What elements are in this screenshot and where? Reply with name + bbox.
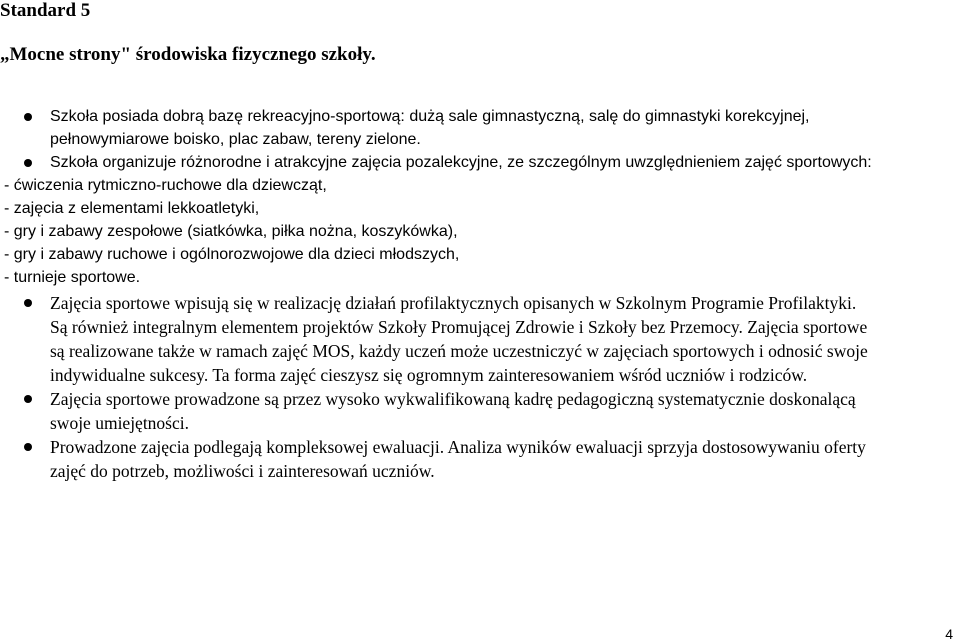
list-item-text: Zajęcia sportowe wpisują się w realizację działań profilaktycznych opisanych w Szkolnym Programie Profilaktyki. Są również integralnym elementem projektów Szkoły Promującej Zdrowie i Szkoły bez Przemocy. Zajęcia sportowe są realizowane także w ramach zajęć MOS, każdy uczeń może uczestniczyć w zajęciach sportowych i odnosić swoje indywidualne sukcesy. Ta forma zajęć cieszysz się ogromnym zainteresowaniem wśród uczniów i rodziców.: [50, 293, 868, 385]
list-item: [0, 291, 959, 387]
section-subtitle: „Mocne strony" środowiska fizycznego szkoły.: [0, 44, 376, 65]
list-item: [0, 105, 959, 151]
list-item: [0, 151, 959, 174]
bullet-icon: [24, 113, 32, 121]
bullet-icon: [24, 299, 32, 307]
document-body: [0, 105, 959, 483]
bullet-icon: [24, 159, 32, 167]
bullet-icon: [24, 443, 32, 451]
page-title: Standard 5: [0, 0, 91, 21]
activity-dash-list: - ćwiczenia rytmiczno-ruchowe dla dziewcząt, - zajęcia z elementami lekkoatletyki, - gry i zabawy zespołowe (siatkówka, piłka nożna, koszykówka), - gry i zabawy ruchowe i ogólnorozwojowe dla dzieci młodszych, - turnieje sportowe.: [4, 177, 460, 286]
list-item: [0, 435, 959, 483]
bullet-icon: [24, 395, 32, 403]
list-item-text: Zajęcia sportowe prowadzone są przez wysoko wykwalifikowaną kadrę pedagogiczną systematycznie doskonalącą swoje umiejętności.: [50, 389, 856, 433]
list-item: [0, 387, 959, 435]
page-number: 4: [945, 626, 953, 642]
list-item-text: Prowadzone zajęcia podlegają kompleksowej ewaluacji. Analiza wyników ewaluacji sprzyja dostosowywaniu oferty zajęć do potrzeb, możliwości i zainteresowań uczniów.: [50, 437, 866, 481]
list-item-text: Szkoła organizuje różnorodne i atrakcyjne zajęcia pozalekcyjne, ze szczególnym uwzględnieniem zajęć sportowych:: [50, 154, 872, 171]
list-item-text: Szkoła posiada dobrą bazę rekreacyjno-sportową: dużą sale gimnastyczną, salę do gimnastyki korekcyjnej, pełnowymiarowe boisko, plac zabaw, tereny zielone.: [50, 108, 810, 148]
